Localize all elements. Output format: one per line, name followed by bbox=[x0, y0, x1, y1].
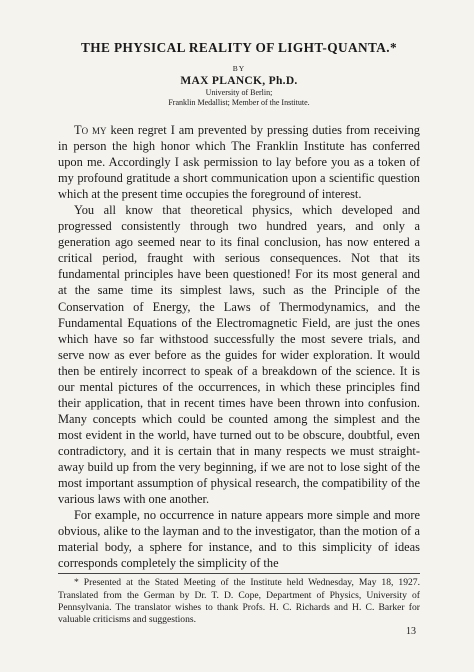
author-affiliation-1: University of Berlin; bbox=[205, 88, 273, 97]
footnote-divider bbox=[58, 573, 420, 574]
article-title: THE PHYSICAL REALITY OF LIGHT-QUANTA.* bbox=[80, 40, 398, 55]
article-body bbox=[58, 122, 420, 571]
author-name: MAX PLANCK, Ph.D. bbox=[180, 75, 298, 87]
paragraph-1-text: keen regret I am prevented by pressing duties from receiving in person the high honor which The Franklin Institute has conferred upon me. Accordingly I ask permission to lay before you as a token of my profound gratitude a short communication upon a scientific question which at the present time occupies the foreground of interest. bbox=[58, 123, 420, 202]
author-affiliation-2: Franklin Medallist; Member of the Institute. bbox=[168, 98, 310, 107]
byline-label: BY bbox=[232, 64, 246, 73]
paragraph-1-lead: To my bbox=[74, 123, 107, 137]
footnote: * Presented at the Stated Meeting of the Institute held Wednesday, May 18, 1927. Translated from the German by Dr. T. D. Cope, Department of Physics, University of Pennsylvania. The translator wishes to thank Profs. H. C. Richards and H. C. Barker for valuable criticisms and suggestions. bbox=[58, 577, 420, 626]
paragraph-1 bbox=[58, 122, 420, 202]
paragraph-2: You all know that theoretical physics, which developed and progressed consistently through two hundred years, and only a generation ago seemed near to its final conclusion, has now entered a critical period, fraught with serious consequences. Not that its fundamental principles have been questioned! For its most general and at the same time its simplest laws, such as the Principle of the Conservation of Energy, the Laws of Thermodynamics, and the Fundamental Equations of the Electromagnetic Field, are just the ones which have so far withstood successfully the most severe trials, and serve now as ever before as the guides for wider exploration. It would then be entirely incorrect to speak of a breakdown of the science. It is our mental pictures of the occurrences, in which these principles find their application, that in recent times have been thrown into confusion. Many concepts which could be counted among the simplest and the most evident in the world, have turned out to be obscure, doubtful, even contradictory, and it is certain that in many respects we must straightaway build up from the very beginning, if we are not to lose sight of the most important assumption of physical research, the compatibility of the various laws with one another. bbox=[58, 203, 420, 507]
page-number: 13 bbox=[406, 626, 416, 637]
paragraph-3: For example, no occurrence in nature appears more simple and more obvious, alike to the layman and to the investigator, than the motion of a material body, a sphere for instance, and to this simplicity of ideas corresponds completely the simplicity of the bbox=[58, 508, 420, 571]
